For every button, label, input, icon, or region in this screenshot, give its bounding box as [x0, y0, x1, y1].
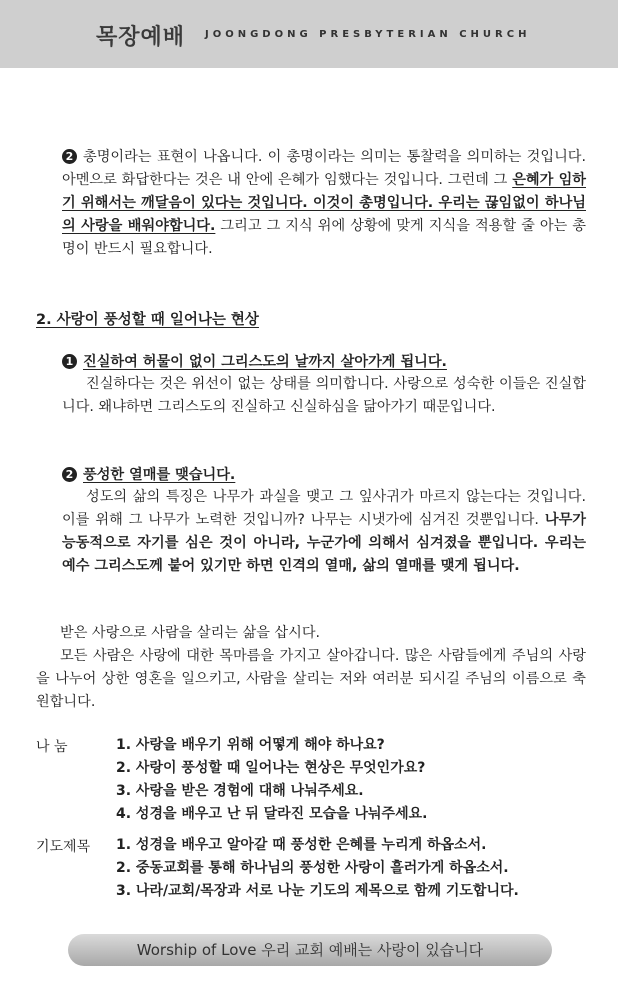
point2-title: 풍성한 열매를 맺습니다. [83, 467, 236, 483]
page-header [0, 0, 618, 68]
list-item: 2. 중동교회를 통해 하나님의 풍성한 사랑이 흘러가게 하옵소서. [116, 860, 509, 876]
closing-body: 모든 사람은 사랑에 대한 목마름을 가지고 살아갑니다. 많은 사람들에게 주님의 사랑을 나누어 상한 영혼을 일으키고, 사람을 살리는 저와 여러분 되시길 주님의 이름으로 축원합니다. [36, 648, 586, 710]
point2-body [62, 486, 586, 578]
point1-title: 진실하여 허물이 없이 그리스도의 날까지 살아가게 됩니다. [83, 354, 447, 370]
intro-emphasis: 은혜가 임하기 위해서는 깨달음이 있다는 것입니다. 이것이 총명입니다. 우리는 끊임없이 하나님의 사랑을 배워야합니다. [62, 172, 586, 234]
list-item: 1. 성경을 배우고 알아갈 때 풍성한 은혜를 누리게 하옵소서. [116, 837, 487, 853]
point2-emphasis: 나무가 능동적으로 자기를 심은 것이 아니라, 누군가에 의해서 심겨졌을 뿐입니다. 우리는 예수 그리스도께 붙어 있기만 하면 인격의 열매, 삶의 열매를 맺게 됩니다. [62, 512, 586, 574]
list-item: 3. 사랑을 받은 경험에 대해 나눠주세요. [116, 783, 364, 799]
prayer-label: 기도제목 [36, 839, 91, 855]
list-item: 1. 사랑을 배우기 위해 어떻게 해야 하나요? [116, 737, 385, 753]
intro-paragraph [62, 146, 586, 261]
closing-line: 받은 사랑으로 사람을 살리는 삶을 삽시다. [60, 625, 321, 641]
point2-heading [62, 464, 235, 484]
bullet-1-icon: 1 [62, 354, 77, 369]
point1-body: 진실하다는 것은 위선이 없는 상태를 의미합니다. 사랑으로 성숙한 이들은 진실합니다. 왜냐하면 그리스도의 진실하고 신실하심을 닮아가기 때문입니다. [62, 376, 586, 415]
point1-heading [62, 351, 447, 371]
prayer-list [116, 834, 519, 903]
bullet-2-icon: 2 [62, 149, 77, 164]
section-heading: 2. 사랑이 풍성할 때 일어나는 현상 [36, 312, 259, 328]
list-item: 4. 성경을 배우고 난 뒤 달라진 모습을 나눠주세요. [116, 806, 428, 822]
point2-text: 성도의 삶의 특징은 나무가 과실을 맺고 그 잎사귀가 마르지 않는다는 것입니다. 이를 위해 그 나무가 노력한 것입니까? 나무는 시냇가에 심겨진 것뿐입니다. [62, 489, 586, 528]
intro-text-1: 총명이라는 표현이 나옵니다. 이 총명이라는 의미는 통찰력을 의미하는 것입니다. 아멘으로 화답한다는 것은 내 안에 은혜가 임했다는 것입니다. 그런데 그 [62, 149, 586, 188]
header-subtitle: JOONGDONG PRESBYTERIAN CHURCH [205, 29, 531, 40]
footer-banner: Worship of Love 우리 교회 예배는 사랑이 있습니다 [68, 934, 552, 966]
bullet-2-icon: 2 [62, 467, 77, 482]
intro-text-2: 그리고 그 지식 위에 상황에 맞게 지식을 적용할 줄 아는 총명이 반드시 필요합니다. [62, 218, 586, 257]
list-item: 2. 사랑이 풍성할 때 일어나는 현상은 무엇인가요? [116, 760, 426, 776]
header-title: 목장예배 [96, 25, 186, 50]
list-item: 3. 나라/교회/목장과 서로 나눈 기도의 제목으로 함께 기도합니다. [116, 883, 519, 899]
sharing-label: 나 눔 [36, 739, 68, 755]
sharing-list [116, 734, 427, 826]
